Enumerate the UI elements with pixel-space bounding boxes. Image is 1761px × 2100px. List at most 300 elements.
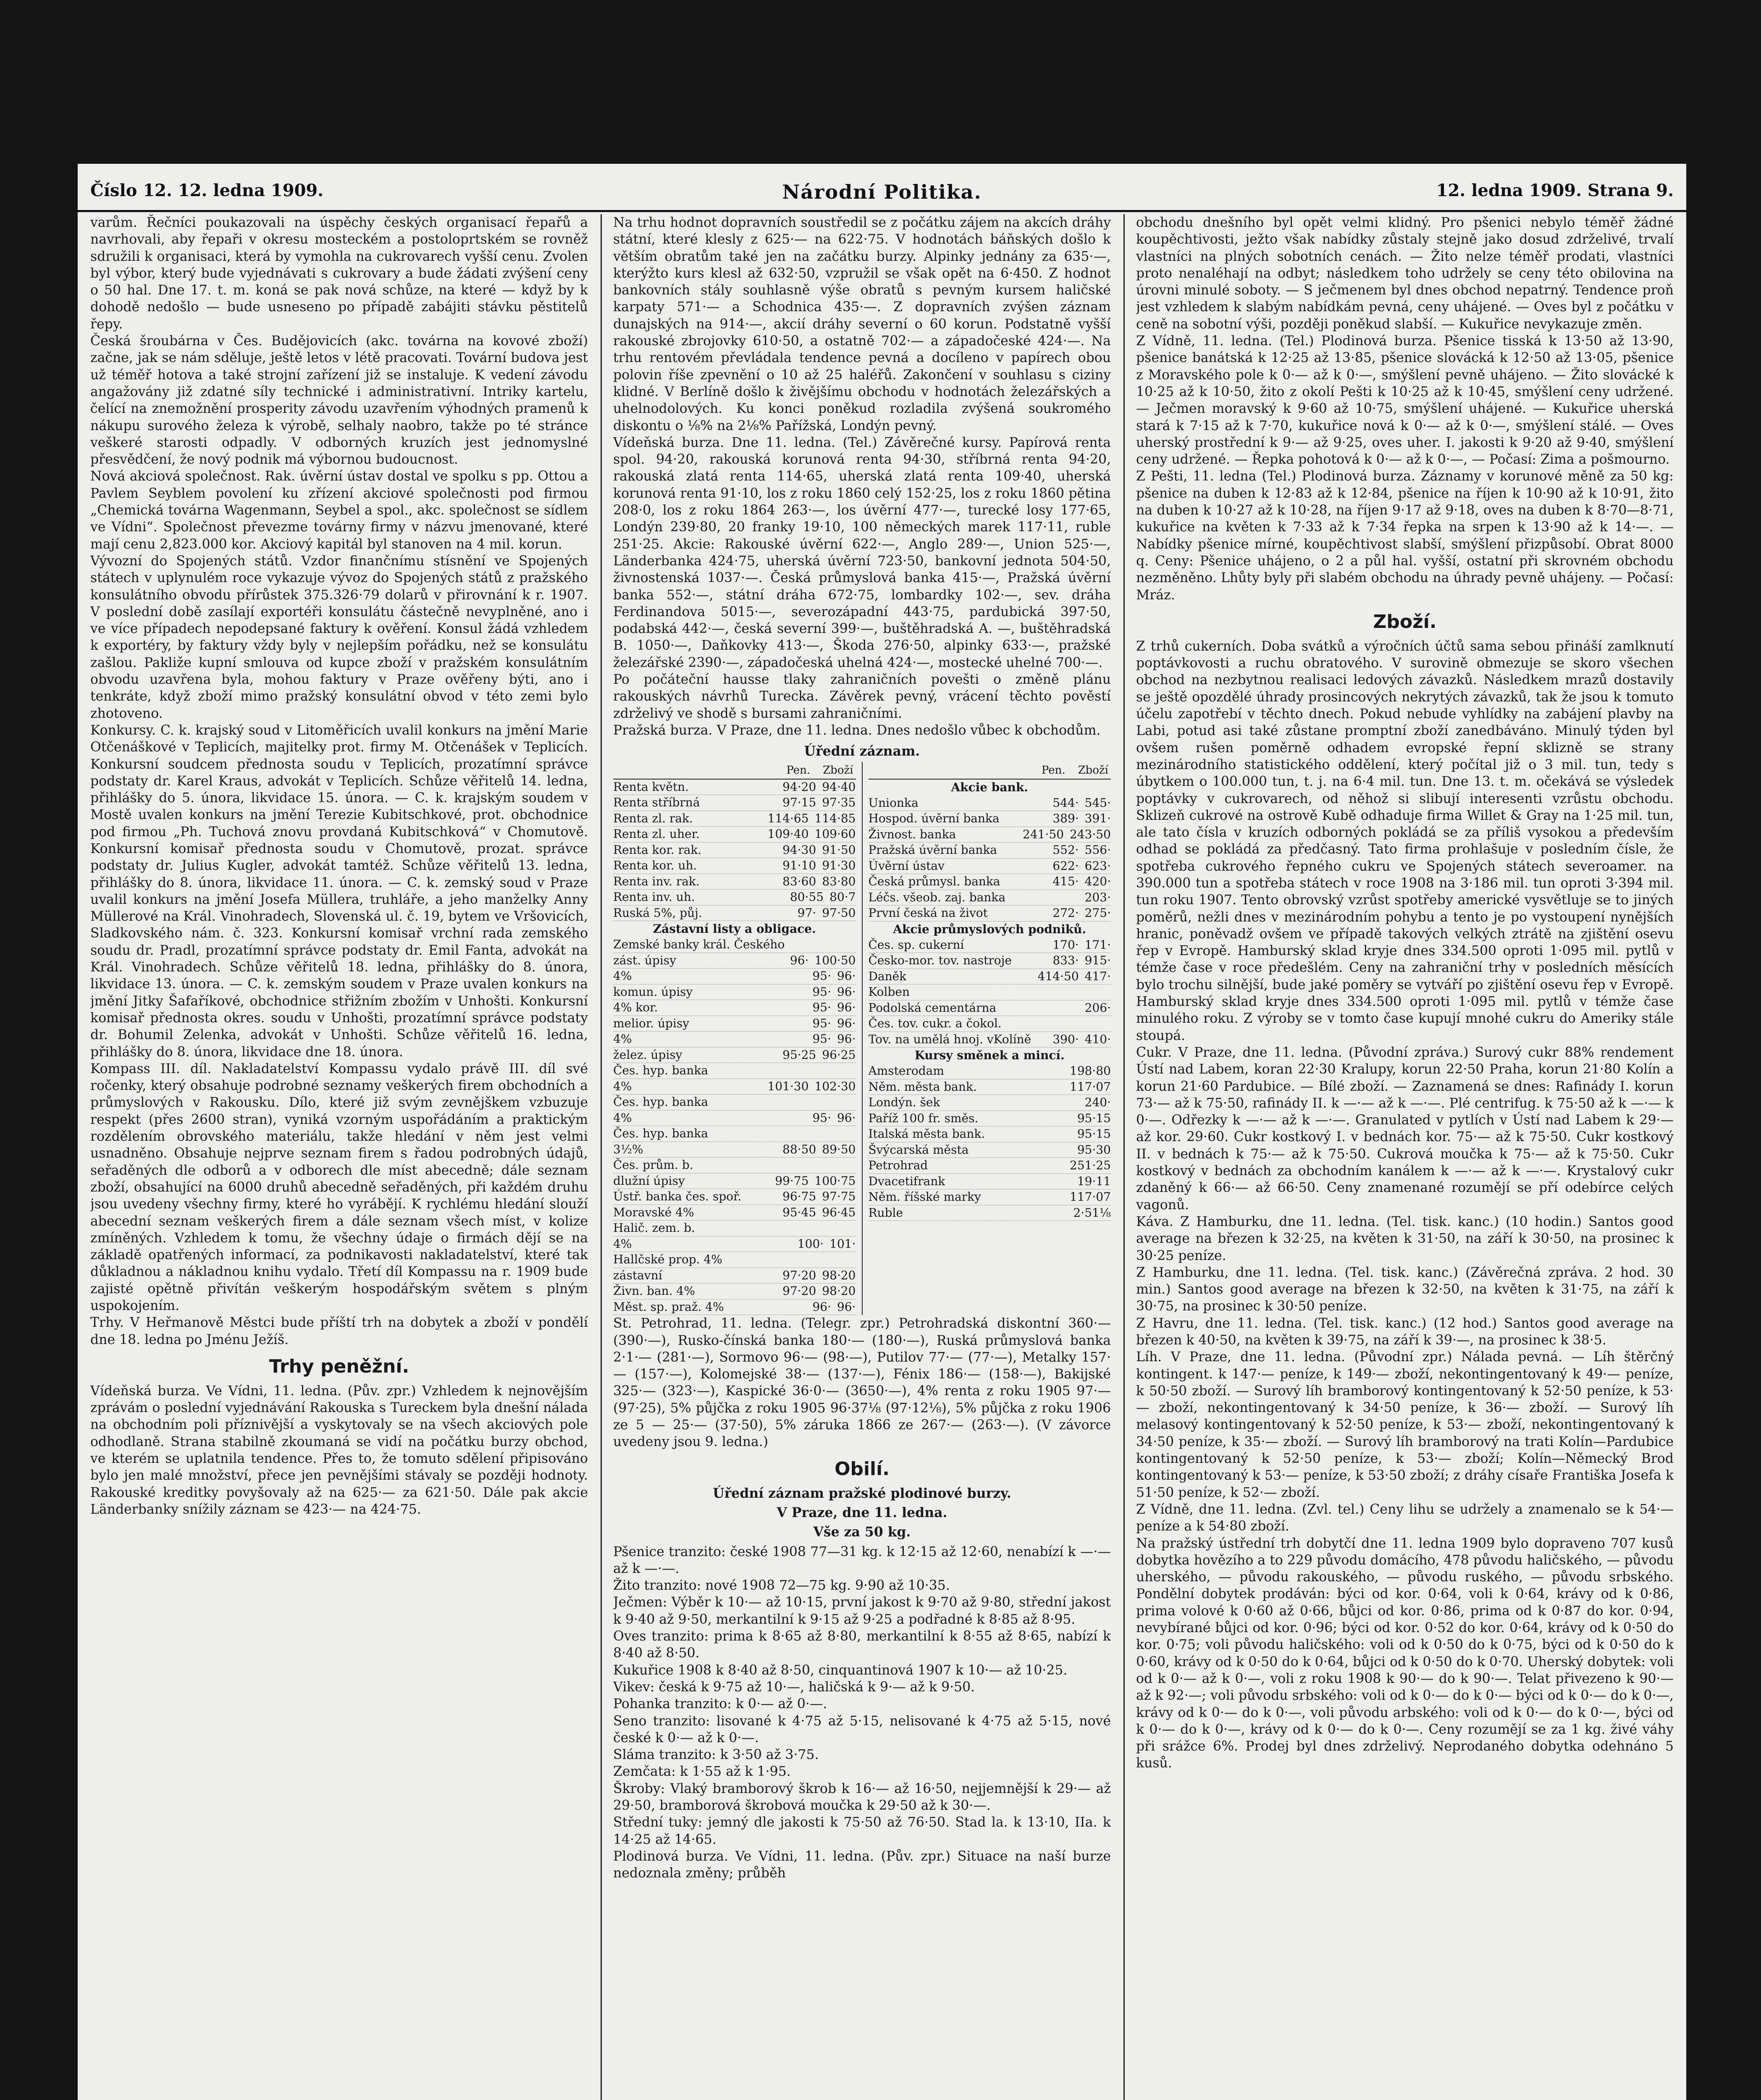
quote-sell: 417· xyxy=(1084,969,1111,983)
quote-name: Živn. ban. 4% xyxy=(613,1284,695,1298)
quote-row xyxy=(613,1095,856,1110)
quote-name: Něm. města bank. xyxy=(868,1079,977,1094)
quote-row xyxy=(613,984,856,1000)
quote-values xyxy=(1052,811,1111,827)
quote-row xyxy=(869,1126,1111,1142)
quote-row xyxy=(869,906,1111,921)
quote-sell: 96· xyxy=(837,969,856,983)
quote-buy: 114·65 xyxy=(767,811,809,825)
quote-buy: 415· xyxy=(1052,874,1079,889)
quote-buy: 833· xyxy=(1052,953,1079,968)
quote-buy: 97·20 xyxy=(782,1268,816,1282)
quote-row xyxy=(869,1016,1111,1032)
quote-values xyxy=(812,1000,856,1016)
quote-name: Čes. sp. cukerní xyxy=(868,937,964,952)
quote-buy: 101·30 xyxy=(767,1079,809,1093)
quote-sell: 420· xyxy=(1084,874,1111,889)
quote-sell: 171· xyxy=(1084,937,1111,952)
quote-values xyxy=(790,890,856,905)
quote-sell: 109·60 xyxy=(814,827,856,841)
quote-sell: 915· xyxy=(1084,953,1111,968)
quote-row xyxy=(869,1189,1111,1205)
quote-buy: 95· xyxy=(812,984,831,999)
quote-name: Italská města bank. xyxy=(868,1127,985,1141)
quote-row xyxy=(869,890,1111,906)
quote-buy: 241·50 xyxy=(1023,827,1064,841)
article-paragraph: Kompass III. díl. Nakladatelství Kompassu vydalo právě III. díl své ročenky, který obsahuje podrobné seznamy veškerých firem obchodních a průmyslových v Rakousku. Dílo, které již svým zevnějškem vzbuzuje respekt (přes 2600 stran), vyniká vzorným uspořádáním a praktickým rozdělením obrovského materiálu, takže hledání v něm jest velmi usnadněno. Obsahuje nejprve seznam firem s řadou podrobných údajů, seřaděných dle odborů a v odborech dle míst abecedně; dále seznam zboží, obsahující na 6000 druhů abecedně seřaděných, při každém druhu jsou uvedeny všechny firmy, které ho vyrábějí. K rychlému hledání slouží abecední seznam veškerých firem a dále seznam všech míst, v kolize zmíněných. Vzhledem k tomu, že všechny údaje o firmách dějí se na základě opatřených informací, za podnikavosti nakladatelství, které tak důkladnou a nákladnou knihu vydalo. Třetí díl Kompassu na r. 1909 bude zajisté opětně přivítán veškerým hospodářským světem s plným uspokojením. xyxy=(90,1061,588,1313)
column-divider xyxy=(601,214,602,2100)
quote-row xyxy=(869,1079,1111,1095)
quote-name: Amsterodam xyxy=(868,1064,944,1078)
quote-buy: 544· xyxy=(1052,795,1079,810)
quote-name: Čes. prům. b. xyxy=(613,1158,693,1172)
quote-name: Londýn. šek xyxy=(868,1095,940,1110)
quote-row xyxy=(613,780,856,795)
quote-values xyxy=(1105,984,1111,1000)
quote-row xyxy=(869,984,1111,1000)
article-paragraph: Kukuřice 1908 k 8·40 až 8·50, cinquantinová 1907 k 10·— až 10·25. xyxy=(613,1662,1068,1678)
quote-buy: 97· xyxy=(797,906,816,920)
quotes-header xyxy=(613,762,856,780)
quote-sell: 102·30 xyxy=(814,1079,856,1093)
quote-row xyxy=(869,827,1111,843)
quote-sell: 80·7 xyxy=(829,890,856,904)
quote-buy: 80·55 xyxy=(790,890,824,904)
article-paragraph: Z Havru, dne 11. ledna. (Tel. tisk. kanc.) (12 hod.) Santos good average na březen k 40·50, na květen k 39·75, na září k 39·—, na prosinec k 38·5. xyxy=(1136,1315,1674,1348)
quote-values xyxy=(768,827,856,842)
quote-buy: 272· xyxy=(1052,906,1079,920)
quote-row xyxy=(869,937,1111,953)
quote-row xyxy=(869,1063,1111,1079)
quote-name: Renta inv. rak. xyxy=(613,874,700,888)
quote-values xyxy=(782,858,856,874)
article-paragraph: Pšenice tranzito: české 1908 77—31 kg. k 12·15 až 12·60, nenabízí k —·— až k —·—. xyxy=(613,1544,1111,1576)
quote-name: Renta zl. rak. xyxy=(613,811,693,825)
quote-name: 3½% xyxy=(613,1142,643,1156)
quote-sell: 101· xyxy=(829,1236,856,1251)
quote-values xyxy=(782,1189,856,1205)
article-paragraph: Vídeňská burza. Dne 11. ledna. (Tel.) Závěrečné kursy. Papírová renta spol. 94·20, rakouská korunová renta 94·30, stříbrná renta 94·20, rakouská zlatá renta 114·65, uherská zlatá renta 109·40, uherská korunová renta 91·10, los z roku 1860 celý 152·25, los z roku 1860 pětina 208·0, los z roku 1864 263·—, los úvěrní 477·—, turecké losy 177·65, Londýn 239·80, 20 franky 19·10, 100 německých marek 117·11, ruble 251·25. Akcie: Rakouské úvěrní 622·—, Anglo 289·—, Union 525·—, Länderbanka 424·75, uherská úvěrní 723·50, bankovní jednota 504·50, živnostenská 1037·—. Česká průmyslová banka 415·—, Pražská úvěrní banka 552·—, státní dráha 672·75, lombardky 102·—, sev. dráha Ferdinandova 5015·—, severozápadní 443·75, pardubická 397·50, podabská 442·—, česká severní 399·—, buštěhradská A. —, buštěhradská B. 1050·—, Daňkovky 413·—, Škoda 276·50, alpinky 633·—, pražské železářské 2390·—, západočeská uhelná 424·—, mostecké uhelné 700·—. xyxy=(613,435,1111,670)
quote-name: 4% xyxy=(613,969,632,983)
quotes-section-title: Zástavní listy a obligace. xyxy=(653,922,816,936)
quote-name: Ústř. banka čes. spoř. xyxy=(613,1189,742,1204)
section-heading-financial: Trhy peněžní. xyxy=(269,1355,409,1377)
quote-buy: 414·50 xyxy=(1037,969,1079,983)
quote-sell: 95·15 xyxy=(1077,1127,1111,1141)
quote-values xyxy=(1064,1158,1111,1173)
quote-sell: 95·15 xyxy=(1077,1111,1111,1125)
quotes-left-column xyxy=(613,762,856,1315)
quote-row xyxy=(613,1110,856,1126)
quote-buy: 99·75 xyxy=(775,1173,809,1188)
quote-values xyxy=(782,795,856,811)
quote-buy: 95· xyxy=(812,1000,831,1015)
quote-sell: 251·25 xyxy=(1070,1158,1111,1173)
quote-sell: 95·30 xyxy=(1077,1142,1111,1157)
quote-row xyxy=(613,1221,856,1236)
quote-sell: 96· xyxy=(837,1032,856,1046)
quote-sell: 203· xyxy=(1084,890,1111,904)
quote-row xyxy=(613,1252,856,1268)
quote-row xyxy=(613,811,856,827)
quote-name: Zemské banky král. Českého xyxy=(613,937,785,952)
quote-row xyxy=(869,1111,1111,1127)
quote-values xyxy=(1038,969,1111,984)
quote-sell: 96· xyxy=(837,984,856,999)
quote-buy: 96·75 xyxy=(782,1189,816,1204)
quote-values xyxy=(782,1142,856,1158)
quote-values xyxy=(1052,795,1111,811)
quote-sell: 97·50 xyxy=(822,906,856,920)
quote-values xyxy=(1071,1126,1111,1142)
quote-sell: 243·50 xyxy=(1070,827,1111,841)
quote-name: Tov. na umělá hnoj. vKolíně xyxy=(868,1032,1031,1046)
column-1 xyxy=(90,214,588,2100)
article-paragraph: Na trhu hodnot dopravních soustředil se z počátku zájem na akcích dráhy státní, které klesly z 625·— na 622·75. V hodnotách báňských došlo k větším obratům také jen na začátku burzy. Alpinky jednány za 635·—, kterýžto kurs klesl až 632·50, vzpružil se však opět na 6·450. Z hodnot bankovních stály souhlasně výše obratů s pevným kursem haličské karpaty 571·— a Schodnica 435·—. Z dopravních zvýšen záznam dunajských na 914·—, akcií dráhy severní o 60 korun. Podstatně vyšší rakouské zbrojovky 610·50, a ostatně 702·— a západočeské 424·—. Na trhu rentovém převládala tendence pevná a docíleno v papírech obou polovin říše zpevnění o 10 až 25 haléřů. Zakončení v souhlasu s ciziny klidné. V Berlíně došlo k živějšímu obchodu v hodnotách železářských a uhelnodolových. Ku konci poněkud rozladila zvýšená soukromého diskontu o ⅛% na 2⅛% Pařížská, Londýn pevný. xyxy=(613,215,1111,433)
quote-row xyxy=(613,1268,856,1284)
quote-name: Čes. hyp. banka xyxy=(613,1126,709,1141)
quote-row xyxy=(613,906,856,921)
quote-values xyxy=(768,811,856,827)
quote-name: Čes. hyp. banka xyxy=(613,1063,709,1078)
quote-values xyxy=(1023,827,1111,843)
quote-values xyxy=(782,1205,856,1221)
quote-values xyxy=(782,1047,856,1063)
quote-name: 4% kor. xyxy=(613,1000,658,1015)
quote-name: 4% xyxy=(613,1032,632,1046)
quote-values xyxy=(1052,906,1111,921)
article-paragraph: Z Pešti, 11. ledna (Tel.) Plodinová burza. Záznamy v korunové měně za 50 kg: pšenice na duben k 12·83 až k 12·84, pšenice na říjen k 10·90 až k 10·91, žito na duben k 10·27 až k 10·28, na říjen 9·17 až 9·18, oves na duben k 8·70—8·71, kukuřice na květen k 7·33 až k 7·34 řepka na srpen k 13·90 až k 14·—. — Nabídky pšenice mírné, koupěchtivost slabší, smýšlení přizpůsobí. Obrat 8000 q. Ceny: Pšenice uhájeno, o 2 a půl hal. vyšší, ostatní při skrovném obchodu nezměněno. Lhůty byly při slabém obchodu na úhrady pevně uhájeny. — Počasí: Mráz. xyxy=(1136,469,1674,603)
quote-name: Renta stříbrná xyxy=(613,795,700,810)
quote-values xyxy=(812,1032,856,1047)
quote-row xyxy=(869,969,1111,985)
quotes-section-title: Akcie průmyslových podniků. xyxy=(893,922,1087,936)
quote-buy: 83·60 xyxy=(782,874,816,888)
quote-buy: 91·10 xyxy=(782,858,816,873)
quote-name: Renta kor. rak. xyxy=(613,843,702,857)
quote-sell: 98·20 xyxy=(822,1268,856,1282)
quote-values xyxy=(1052,953,1111,969)
article-paragraph: Konkursy. C. k. krajský soud v Litoměřicích uvalil konkurs na jmění Marie Otčenáškové v Teplicích, majitelky prot. firmy M. Otčenášek v Teplicích. Konkursní soudcem přednosta soudu v Teplicích, prozatímní správce podstaty dr. Karel Kraus, advokát v Teplicích. Schůze věřitelů 14. ledna, přihlášky do 5. února, likvidace 15. února. — C. k. krajským soudem v Mostě uvalen konkurs na jmění Terezie Kubitschkové, prot. obchodnice pod firmou „Ph. Tuchová znovu provdaná Kubitschková“ v Chomutově. Konkursní komisař přednosta soudu v Chomutově, prozat. správce podstaty dr. Julius Kugler, advokát tamtéž. Schůze věřitelů 13. ledna, přihlášky do 8. února, likvidace 11. února. — C. k. zemský soud v Praze uvalil konkurs na jmění Josefa Müllera, truhláře, a jeho manželky Anny Müllerové na Král. Vinohradech, Slovenská ul. č. 19, bytem ve Vršovicích, Sladkovského nám. č. 323. Konkursní komisař vrchní rada zemského soudu dr. Pradl, prozatímní správce podstaty dr. Emil Fanta, advokát na Král. Vinohradech. Schůze věřitelů 18. ledna, přihlášky do 8. února, likvidace 13. února. — C. k. zemským soudem v Praze uvalen konkurs na jmění Jitky Šafaříkové, obchodnice střižním zbožím v Unhošti. Konkursní komisař přednosta okres. soudu v Unhošti, prozatímní správce podstaty dr. Bohumil Zelenka, advokát v Unhošti. Schůze věřitelů 16. ledna, přihlášky do 8. února, likvidace dne 18. února. xyxy=(90,722,588,1060)
quote-name: Česká průmysl. banka xyxy=(868,874,1000,889)
quote-values xyxy=(775,1173,856,1189)
quote-row xyxy=(869,953,1111,969)
article-paragraph: St. Petrohrad, 11. ledna. (Telegr. zpr.) Petrohradská diskontní 360·— (390·—), Rusko-čínská banka 180·— (180·—), Ruská průmyslová banka 2·1·— (281·—), Sormovo 96·— (98·—), Putilov 77·— (77·—), Metalky 157·— (157·—), Kolomejské 38·— (137·—), Fénix 186·— (158·—), Bakijské 325·— (323·—), Kaspické 36·0·— (3650·—), 4% renta z roku 1905 97·— (97·25), 5% půjčka z roku 1905 96·37⅛ (97·12⅛), 5% půjčka z roku 1906 ze 5 — 25·— (37·50), 5% záruka 1866 ze 267·— (263·—). (V závorce uvedeny jsou 9. ledna.) xyxy=(613,1316,1111,1450)
article-paragraph: Ječmen: Výběr k 10·— až 10·15, první jakost k 9·70 až 9·80, střední jakost k 9·40 až 9·50, merkantilní k 9·15 až 9·25 a podřadné k 8·85 až 8·95. xyxy=(613,1595,1111,1627)
quote-row xyxy=(613,1158,856,1173)
quote-name: Kolben xyxy=(868,985,910,999)
quote-name: melior. úpisy xyxy=(613,1016,690,1030)
article-paragraph: Česká šroubárna v Čes. Budějovicích (akc. továrna na kovové zboží) začne, jak se nám sděluje, ještě letos v létě pracovati. Tovární budova jest už téměř hotova a také strojní zařízení již se instaluje. K vedení závodu angažovány již zdatné síly technické i administrativní. Intriky kartelu, čelící na znemožnění prosperity závodu uzavřením výhodných pramenů k nákupu surového železa k výrobě, selhaly naobro, takže po té stránce veškeré starosti odpadly. V odborných kruzích jest jednomyslné přesvědčení, že nový podnik má výbornou budoucnost. xyxy=(90,333,588,467)
quote-name: Daněk xyxy=(868,969,907,983)
article-paragraph: Káva. Z Hamburku, dne 11. ledna. (Tel. tisk. kanc.) (10 hodin.) Santos good average na březen k 32·25, na květen k 31·50, na září k 30·50, na prosinec k 30·25 peníze. xyxy=(1136,1214,1674,1263)
quote-sell: 94·40 xyxy=(822,780,856,794)
issue-number: Číslo 12. 12. ledna 1909. xyxy=(90,181,324,200)
quote-sell: 100·50 xyxy=(814,953,856,967)
quotes-section-title: Akcie bank. xyxy=(951,780,1029,794)
quote-sell: 96·25 xyxy=(822,1047,856,1062)
quote-values xyxy=(812,1016,856,1032)
quote-name: Švýcarská města xyxy=(868,1142,969,1157)
quote-values xyxy=(1064,1063,1111,1079)
quote-name: Pražská úvěrní banka xyxy=(868,843,997,857)
quote-name: Moravské 4% xyxy=(613,1205,694,1219)
article-paragraph: Vývozní do Spojených států. Vzdor finančnímu stísnění ve Spojených státech v uplynulém roce vykazuje vývoz do Spojených států z pražského konsulátního obvodu přírůstek 375.326·79 dolarů v přirovnání k r. 1907. V poslední době zasílají exportéři konsulátu částečně nevyplněné, ano i ve více případech nepodepsané faktury k ověření. Konsul žádá vzhledem k exportéry, by faktury vždy byly v nejlepším pořádku, než se konsulátu zašlou. Pakliže kupní smlouva od kupce zboží v pražském konsulátním obvodu uzavřena byla, mohou faktury v Praze ověřeny býti, ano i tenkráte, když zboží mimo pražský konsulátní obvod v této zemi bylo zhotoveno. xyxy=(90,553,588,721)
quote-row xyxy=(613,795,856,811)
quote-sell: 275· xyxy=(1084,906,1111,920)
quote-name: Dvacetifrank xyxy=(868,1174,945,1188)
article-paragraph: Pražská burza. V Praze, dne 11. ledna. Dnes nedošlo vůbec k obchodům. xyxy=(613,722,1101,738)
quote-name: Měst. sp. praž. 4% xyxy=(613,1299,724,1314)
quote-name: Halič. zem. b. xyxy=(613,1221,695,1235)
quote-sell: 117·07 xyxy=(1070,1190,1111,1204)
quote-buy: 95·25 xyxy=(782,1047,816,1062)
quote-sell: 117·07 xyxy=(1070,1079,1111,1094)
quote-row xyxy=(613,1142,856,1158)
quote-row xyxy=(869,1205,1111,1221)
quotes-header xyxy=(869,762,1111,780)
quote-row xyxy=(613,1079,856,1095)
quote-values xyxy=(812,984,856,1000)
quote-row xyxy=(613,953,856,969)
quote-row xyxy=(613,858,856,874)
quote-name: zást. úpisy xyxy=(613,953,676,967)
article-paragraph: Na pražský ústřední trh dobytčí dne 11. ledna 1909 bylo dopraveno 707 kusů dobytka hovězího a to 229 původu domácího, 478 původu haličského, — původu uherského, — původu rakouského, — původu ruského, — původu srbského. Pondělní dobytek prodáván: býci od kor. 0·64, voli k 0·64, krávy od k 0·86, prima volové k 0·60 až 0·66, bůjci od kor. 0·86, prima od k 0·87 do kor. 0·94, nevybírané bůjci od kor. 0·96; býci od kor. 0·52 do kor. 0·64, krávy od k 0·50 do kor. 0·75; voli původu haličského: voli od k 0·50 do k 0·75, býci od k 0·50 do k 0·60, krávy od k 0·50 do k 0·64, bůjci od k 0·50 do k 0·70. Uherský dobytek: voli od k 0·— až k 0·—, voli z roku 1908 k 90·— do k 90·—. Telat přivezeno k 90·— až k 92·—; voli původu srbského: voli od k 0·— do k 0·— býci od k 0·— do k 0·—, krávy od k 0·— do k 0·—, voli původu arbského: voli od k 0·— do k 0·—, býci od k 0·— do k 0·—, krávy od k 0·— do k 0·—. Ceny rozumějí se za 1 kg. živé váhy při srážce 6%. Prodej byl dnes zdrželivý. Neprodaného dobytka odehnáno 5 kusů. xyxy=(1136,1536,1674,1771)
quote-row xyxy=(613,1284,856,1299)
quote-values xyxy=(812,1110,856,1126)
quote-row xyxy=(613,890,856,906)
page-header xyxy=(78,164,1686,212)
quote-name: Česko-mor. tov. nastroje xyxy=(868,953,1012,968)
quote-row xyxy=(613,1189,856,1205)
quote-values xyxy=(782,843,856,858)
quote-sell: 96· xyxy=(837,1299,856,1314)
quote-row xyxy=(869,811,1111,827)
quote-name: komun. úpisy xyxy=(613,984,693,999)
quote-buy: 95· xyxy=(812,1016,831,1030)
quote-row xyxy=(869,874,1111,890)
article-paragraph: Zemčata: k 1·55 až k 1·95. xyxy=(613,1764,791,1780)
quote-row xyxy=(613,843,856,858)
quote-sell: 89·50 xyxy=(822,1142,856,1156)
quote-values xyxy=(798,906,856,921)
quote-row xyxy=(613,1173,856,1189)
quote-sell: 545· xyxy=(1084,795,1111,810)
quote-name: Živnost. banka xyxy=(868,827,956,841)
quote-name: Ruble xyxy=(868,1205,903,1220)
quote-name: První česká na život xyxy=(868,906,988,920)
quote-row xyxy=(869,1174,1111,1190)
quote-name: Paříž 100 fr. směs. xyxy=(868,1111,979,1125)
quote-values xyxy=(812,1299,856,1315)
quote-values xyxy=(1052,937,1111,953)
quote-sell: 206· xyxy=(1084,1000,1111,1015)
quote-buy: 622· xyxy=(1052,858,1079,873)
quote-row xyxy=(613,827,856,843)
quote-row xyxy=(869,1032,1111,1048)
grain-dateline: V Praze, dne 11. ledna. xyxy=(777,1504,947,1520)
quote-values xyxy=(790,953,856,969)
quote-sell: 97·35 xyxy=(822,795,856,810)
article-paragraph: Oves tranzito: prima k 8·65 až 8·80, merkantilní k 8·55 až 8·65, nabízí k 8·40 až 8·50. xyxy=(613,1629,1111,1661)
quote-values xyxy=(850,1252,856,1268)
quote-buy: 95· xyxy=(812,1032,831,1046)
quote-buy: 94·30 xyxy=(782,843,816,857)
quote-values xyxy=(1064,1079,1111,1095)
quote-values xyxy=(782,874,856,890)
quote-buy: 88·50 xyxy=(782,1142,816,1156)
quote-name: Čes. tov. cukr. a čokol. xyxy=(868,1016,1002,1031)
quote-values xyxy=(850,1158,856,1173)
quote-buy: 96· xyxy=(790,953,809,967)
quote-sell: 410· xyxy=(1084,1032,1111,1046)
article-paragraph: obchodu dnešního byl opět velmi klidný. Pro pšenici nebylo téměř žádné koupěchtivosti, ježto však nabídky zůstaly stejně jako dosud zdrželivé, trvalí vlastníci na plných sobotních cenách. — Žito nelze téměř prodati, vlastníci proto nenaléhají na odbyt; následkem toho udržely se ceny této obilovina na úrovni minulé soboty. — S ječmenem byl dnes obchod nepatrný. Tendence proň jest vzhledem k slabým nabídkám pevná, ceny uhájené. — Oves byl z počátku v ceně na sobotní výši, později poněkud slabší. — Kukuřice nevykazuje změn. xyxy=(1136,215,1674,332)
quote-sell: 2·51⅛ xyxy=(1073,1205,1111,1220)
page-number: 12. ledna 1909. Strana 9. xyxy=(1436,181,1674,200)
article-paragraph: Z Vídně, 11. ledna. (Tel.) Plodinová burza. Pšenice tisská k 13·50 až 13·90, pšenice banátská k 12·25 až 13·85, pšenice slovácká k 12·50 až 13·05, pšenice z Moravského pole k 0·— až k 0·—, smýšlení pevně uhájeno. — Žito slovácké k 10·25 až k 10·50, žito z okolí Pešti k 10·25 až k 10·45, smýšlení ceny udržené. — Ječmen moravský k 9·60 až 10·75, smýšlení uhájené. — Kukuřice uherská stará k 7·15 až k 7·70, kukuřice nová k 0·— až k 0·—, smýšlení stálé. — Oves uherský prostřední k 9·— až 9·25, oves uher. I. jakosti k 9·20 až 9·40, smýšlení ceny udržené. — Řepka pohotová k 0·— až k 0·—, — Počasí: Zima a pošmourno. xyxy=(1136,333,1674,467)
quote-row xyxy=(613,1000,856,1016)
quote-sell: 83·80 xyxy=(822,874,856,888)
quote-row xyxy=(613,1032,856,1047)
grain-subheading: Úřední záznam pražské plodinové burzy. xyxy=(713,1485,1011,1501)
quote-buy: 97·15 xyxy=(782,795,816,810)
article-paragraph: Seno tranzito: lisované k 4·75 až 5·15, nelisované k 4·75 až 5·15, nové české k 0·— až k 0·—. xyxy=(613,1713,1111,1746)
quote-sell: 96· xyxy=(837,1110,856,1125)
quote-name: Čes. hyp. banka xyxy=(613,1095,709,1109)
article-paragraph: Z Hamburku, dne 11. ledna. (Tel. tisk. kanc.) (Závěrečná zpráva. 2 hod. 30 min.) Santos good average na březen k 32·50, na květen k 31·75, na září k 30·75, na prosinec k 30·50 peníze. xyxy=(1136,1265,1674,1314)
header-sellers: Zboží xyxy=(823,764,853,777)
quote-name: Léčs. všeob. zaj. banka xyxy=(868,890,1006,904)
column-2 xyxy=(613,214,1111,2100)
quote-values xyxy=(1052,874,1111,890)
quote-row xyxy=(869,1158,1111,1174)
quote-row xyxy=(613,1236,856,1252)
quote-name: 4% xyxy=(613,1236,632,1251)
quote-sell: 97·75 xyxy=(822,1189,856,1204)
column-divider xyxy=(1123,214,1125,2100)
quote-name: Hospod. úvěrní banka xyxy=(868,811,1000,826)
quote-name: 4% xyxy=(613,1079,632,1093)
quote-name: Ruská 5%, půj. xyxy=(613,906,702,920)
quote-buy: 97·20 xyxy=(782,1284,816,1298)
section-heading-grain: Obilí. xyxy=(835,1458,890,1480)
quote-row xyxy=(613,1205,856,1221)
quote-name: Úvěrní ústav xyxy=(868,858,945,873)
article-paragraph: Vídeňská burza. Ve Vídni, 11. ledna. (Pův. zpr.) Vzhledem k nejnovějším zprávám o poslední vyjednávání Rakouska s Tureckem byla dnešní nálada na obchodním poli příznivější a vyskytovaly se na všech akciových pole odhodlaně. Strana stabilně zkoumaná se vidí na počátku burzy obchod, ve kterém se uplatnila tendence. Přes to, že tomuto sdělení připisováno bylo jen malé množství, přece jen pevnějšími stávaly se později hodnoty. Rakouské kreditky povyšovaly až na 625·— za 621·50. Dále pak akcie Länderbanky snížily záznam se 423·— na 424·75. xyxy=(90,1383,588,1517)
quote-buy: 109·40 xyxy=(767,827,809,841)
quote-sell: 19·11 xyxy=(1077,1174,1111,1188)
quote-sell: 91·30 xyxy=(822,858,856,873)
quote-name: Petrohrad xyxy=(868,1158,928,1173)
quote-name: Renta inv. uh. xyxy=(613,890,695,904)
article-paragraph: Sláma tranzito: k 3·50 až 3·75. xyxy=(613,1747,819,1763)
article-paragraph: Z Vídně, dne 11. ledna. (Zvl. tel.) Ceny lihu se udržely a znamenalo se k 54·— peníze a k 54·80 zboží. xyxy=(1136,1502,1674,1534)
quote-values xyxy=(1071,1174,1111,1189)
quote-buy: 94·20 xyxy=(782,780,816,794)
article-paragraph: Žito tranzito: nové 1908 72—75 kg. 9·90 až 10·35. xyxy=(613,1578,950,1593)
quote-sell: 240· xyxy=(1084,1095,1111,1110)
header-buyers: Pen. xyxy=(786,764,811,777)
quote-name: Renta zl. uher. xyxy=(613,827,700,841)
quote-sell: 114·85 xyxy=(814,811,856,825)
quote-row xyxy=(613,1047,856,1063)
quote-name: želez. úpisy xyxy=(613,1047,682,1062)
quote-row xyxy=(613,1063,856,1079)
article-paragraph: Z trhů cukerních. Doba svátků a výročních účtů sama sebou přináší zamlknutí poptávkovosti a ruchu obratového. V surovině obmezuje se skoro všechen obchod na nezbytnou realisaci ledových závazků. Následkem mrazů dostavily se ještě opozdělé úhrady prosincových nekrytých závazků, tak že jsou k tomuto účelu zapotřebí v těchto dnech. Pokud nebude vyhlídky na zabájení plavby na Labi, potud asi také zůstane promptní zboží zanedbáváno. Minulý týden byl ovšem rušen poměrně odhadem evropské řepní sklizně se strany mezinárodního statistického oddělení, který počítal již o 3 mil. tun, tedy s úbytkem o 100.000 tun, t. j. na 6·4 mil. tun. Dne 13. t. m. očekává se výsledek poptávky v cukrovarech, od něhož si slibují interesenti vzrůstu obchodu. Sklizeň cukrové na ostrově Kubě odhaduje firma Willet & Gray na 1·25 mil. tun, ale tato čísla v kruzích odborných pokládá se za příliš vysokou a především odhad se pokládá za předčasný. Tato firma prohlašuje v posledním čísle, že spotřeba cukrového řepného cukru ve Spojených státech severoamer. na 390.000 tun a spotřeba státech v roce 1908 na 3·186 mil. tun oproti 3·394 mil. tun roku 1907. Tento obrovský vzrůst spotřeby americké vysvětluje se to jiných poměrů, nežli dnes v mezinárodním pohybu a tento je po vystoupení nynějších hranic, poněvadž ovšem ve případě takových velkých ztrátě na zjištění osevu řep v Evropě. Hamburský sklad kryje dnes 334.500 oproti 1·095 mil. pytlů v témže čase v roce předešlém. Ceny na zahraniční trhy v posledních měsících bylo trochu silnější, bude jaké poměry se vytváří po zjištění osevu řep v Evropě. Hamburský sklad kryje dnes 334.500 oproti 1·095 mil. pytlů v témže čase minulého roku. Z výroby se v tomto čase kupují mnohé cukru do Ameriky stále stoupá. xyxy=(1136,638,1674,1043)
quotes-title: Úřední záznam. xyxy=(804,743,920,759)
quote-sell: 100·75 xyxy=(814,1173,856,1188)
quote-values xyxy=(1105,1016,1111,1032)
quote-values xyxy=(798,1236,856,1252)
quote-values xyxy=(1071,1111,1111,1126)
header-buyers: Pen. xyxy=(1041,764,1066,777)
quote-name: Renta kor. uh. xyxy=(613,858,697,873)
quote-name: zástavní xyxy=(613,1268,662,1282)
article-paragraph: Pohanka tranzito: k 0·— až 0·—. xyxy=(613,1696,827,1712)
section-heading-goods: Zboží. xyxy=(1373,611,1437,633)
quote-row xyxy=(613,1126,856,1142)
newspaper-page xyxy=(78,164,1686,2100)
quote-name: dlužní úpisy xyxy=(613,1173,685,1188)
quotes-right-column xyxy=(869,762,1111,1315)
newspaper-title: Národní Politika. xyxy=(782,181,982,203)
quotes-table xyxy=(613,762,1111,1315)
quote-values xyxy=(768,1079,856,1095)
article-paragraph: Trhy. V Heřmanově Městci bude příští trh na dobytek a zboží v pondělí dne 18. ledna po Jménu Ježíš. xyxy=(90,1315,588,1347)
quote-values xyxy=(782,780,856,795)
quote-name: Renta květn. xyxy=(613,780,689,794)
quote-values xyxy=(782,1284,856,1299)
quote-sell: 91·50 xyxy=(822,843,856,857)
quote-buy: 552· xyxy=(1052,843,1079,857)
quote-row xyxy=(869,795,1111,811)
article-paragraph: Škroby: Vlaký bramborový škrob k 16·— až 16·50, nejjemnější k 29·— až 29·50, bramborová škrobová moučka k 29·50 až k 30·—. xyxy=(613,1781,1111,1814)
quote-values xyxy=(1068,1205,1111,1221)
quote-values xyxy=(1071,1142,1111,1158)
quotes-section-title: Kursy směnek a mincí. xyxy=(914,1048,1065,1063)
quote-name: Unionka xyxy=(868,795,919,810)
quote-buy: 170· xyxy=(1052,937,1079,952)
quote-sell: 96·45 xyxy=(822,1205,856,1219)
article-paragraph: Plodinová burza. Ve Vídni, 11. ledna. (Pův. zpr.) Situace na naší burze nedoznala změny; průběh xyxy=(613,1848,1111,1881)
quote-row xyxy=(869,1095,1111,1111)
article-paragraph: Cukr. V Praze, dne 11. ledna. (Původní zpráva.) Surový cukr 88% rendement Ústí nad Labem, koran 22·30 Kralupy, korun 22·50 Praha, korun 21·80 Kolín a korun 21·60 Pardubice. — Bílé zboží. — Zaznamená se dnes: Rafinády I. korun 73·— až k 75·50, rafinády II. k —·— až k —·—. Plé centrifug. k 75·50 až k —·— k 0·—. Odřezky k —·— až k —·—. Granulated v pytlích v Ústí nad Labem k 29·— až kor. 29·60. Cukr kostkový I. v bednách kor. 75·— až k 75·50. Cukr kostkový II. v bednách k 75·— až k 75·50. Cukrová moučka k 75·— až k 75·50. Cukr kostkový v bednách za obchodním kanálem k —·— až k —·—. Krystalový cukr zdaněný k 66·— až 66·50. Ceny znamenané rozumějí se pří odebírce celých vagonů. xyxy=(1136,1045,1674,1213)
quote-values xyxy=(782,1268,856,1284)
quote-values xyxy=(1079,890,1111,906)
quote-name: Něm. říšské marky xyxy=(868,1190,981,1204)
quote-name: 4% xyxy=(613,1110,632,1125)
quote-buy: 96· xyxy=(812,1299,831,1314)
quote-buy: 390· xyxy=(1052,1032,1079,1046)
quote-values xyxy=(1079,1095,1111,1110)
quote-row xyxy=(869,1000,1111,1016)
quote-buy: 95· xyxy=(812,1110,831,1125)
quote-sell: 391· xyxy=(1084,811,1111,826)
quote-row xyxy=(869,858,1111,874)
quote-sell: 98·20 xyxy=(822,1284,856,1298)
article-paragraph: Líh. V Praze, dne 11. ledna. (Původní zpr.) Nálada pevná. — Líh štěrčný kontingent. k 147·— peníze, k 149·— zboží, nekontingentovaný k 49·— peníze, k 50·50 zboží. — Surový líh bramborový kontingentovaný k 52·50 peníze, k 53·— zboží, nekontingentovaný k 34·50 peníze, k 36·— zboží. — Surový líh melasový kontingentovaný k 52·50 peníze, k 53·— zboží, nekontingentovaný k 34·50 peníze, k 35·— zboží. — Surový líh bramborový na trati Kolín—Pardubice kontingentovaný k 52·50 peníze, k 53·— zboží; Kolín—Německý Brod kontingentovaný k 53·— peníze, k 53·50 zboží; z dráhy císaře Františka Josefa k 51·50 peníze, k 52·— zboží. xyxy=(1136,1349,1674,1500)
quote-sell: 556· xyxy=(1084,843,1111,857)
article-paragraph: Nová akciová společnost. Rak. úvěrní ústav dostal ve spolku s pp. Ottou a Pavlem Seyblem povolení ku zřízení akciové společnosti pod firmou „Chemická továrna Wagenmann, Seybel a spol., akc. společnost se sídlem ve Vídni“. Společnost převezme továrny firmy v názvu jmenované, které mají cenu 2,823.000 kor. Akciový kapitál byl stanoven na 4 mil. korun. xyxy=(90,469,588,552)
quote-row xyxy=(613,874,856,890)
quote-values xyxy=(812,969,856,984)
quotes-divider xyxy=(862,762,863,1315)
quote-values xyxy=(850,1126,856,1142)
article-paragraph: Vikev: česká k 9·75 až 10·—, haličská k 9·— až k 9·50. xyxy=(613,1679,975,1695)
quote-sell: 623· xyxy=(1084,858,1111,873)
quote-values xyxy=(850,1063,856,1079)
quote-row xyxy=(613,1299,856,1315)
